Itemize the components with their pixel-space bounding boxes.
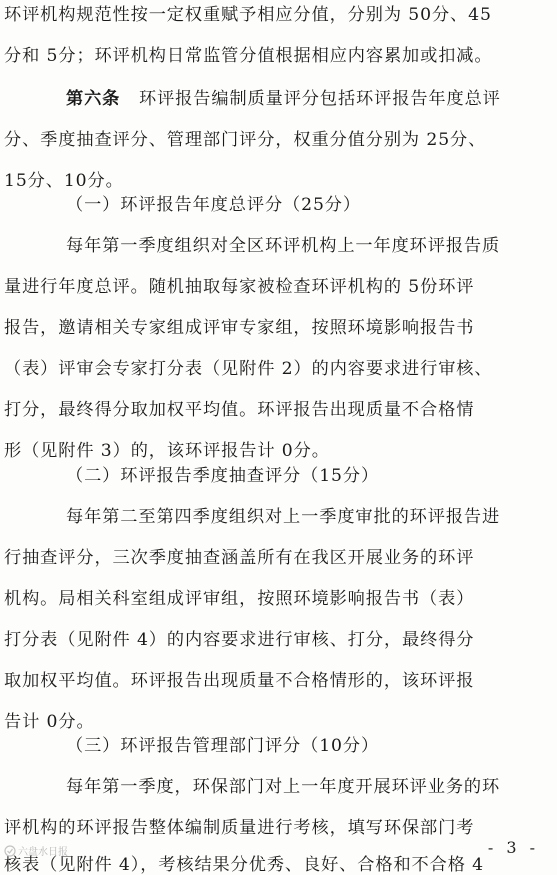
text-line: 分和 5分；环评机构日常监管分值根据相应内容累加或扣减。 bbox=[4, 46, 493, 66]
article-heading: 第六条 bbox=[66, 89, 121, 109]
text-line: （表）评审会专家打分表（见附件 2）的内容要求进行审核、 bbox=[4, 359, 493, 379]
text-line: 机构。局相关科室组成评审组，按照环境影响报告书（表） bbox=[4, 589, 475, 609]
text-line: （二）环评报告季度抽查评分（15分） bbox=[66, 466, 380, 486]
text-line: 行抽查评分，三次季度抽查涵盖所有在我区开展业务的环评 bbox=[4, 548, 475, 568]
text-line: （一）环评报告年度总评分（25分） bbox=[66, 195, 361, 215]
text-line: 核表（见附件 4），考核结果分优秀、良好、合格和不合格 4 bbox=[4, 855, 484, 875]
text-line: 告计 0分。 bbox=[4, 712, 95, 732]
text-line: 15分、10分。 bbox=[4, 171, 124, 191]
text-line: 评机构的环评报告整体编制质量进行考核，填写环保部门考 bbox=[4, 818, 475, 838]
text-line: 形（见附件 3）的，该环评报告计 0分。 bbox=[4, 441, 330, 461]
watermark bbox=[4, 843, 68, 858]
watermark-text: 六盘水日报 bbox=[18, 847, 68, 858]
text-line: 打分表（见附件 4）的内容要求进行审核、打分，最终得分 bbox=[4, 630, 475, 650]
text-line: 环评报告编制质量评分包括环评报告年度总评 bbox=[139, 89, 501, 109]
text-line: 量进行年度总评。随机抽取每家被检查环评机构的 5份环评 bbox=[4, 277, 475, 297]
text-line: 打分，最终得分取加权平均值。环评报告出现质量不合格情 bbox=[4, 400, 475, 420]
page-number: - 3 - bbox=[487, 838, 539, 857]
text-line: 每年第一季度，环保部门对上一年度开展环评业务的环 bbox=[66, 777, 501, 797]
text-line: 取加权平均值。环评报告出现质量不合格情形的，该环评报 bbox=[4, 671, 475, 691]
text-line: 每年第一季度组织对全区环评机构上一年度环评报告质 bbox=[66, 236, 501, 256]
text-line: 环评机构规范性按一定权重赋予相应分值，分别为 50分、45 bbox=[4, 5, 492, 25]
text-line: （三）环评报告管理部门评分（10分） bbox=[66, 736, 380, 756]
text-line: 报告，邀请相关专家组成评审专家组，按照环境影响报告书 bbox=[4, 318, 475, 338]
text-line: 分、季度抽查评分、管理部门评分，权重分值分别为 25分、 bbox=[4, 130, 487, 150]
app-logo-icon bbox=[4, 845, 16, 857]
text-line: 每年第二至第四季度组织对上一季度审批的环评报告进 bbox=[66, 507, 501, 527]
